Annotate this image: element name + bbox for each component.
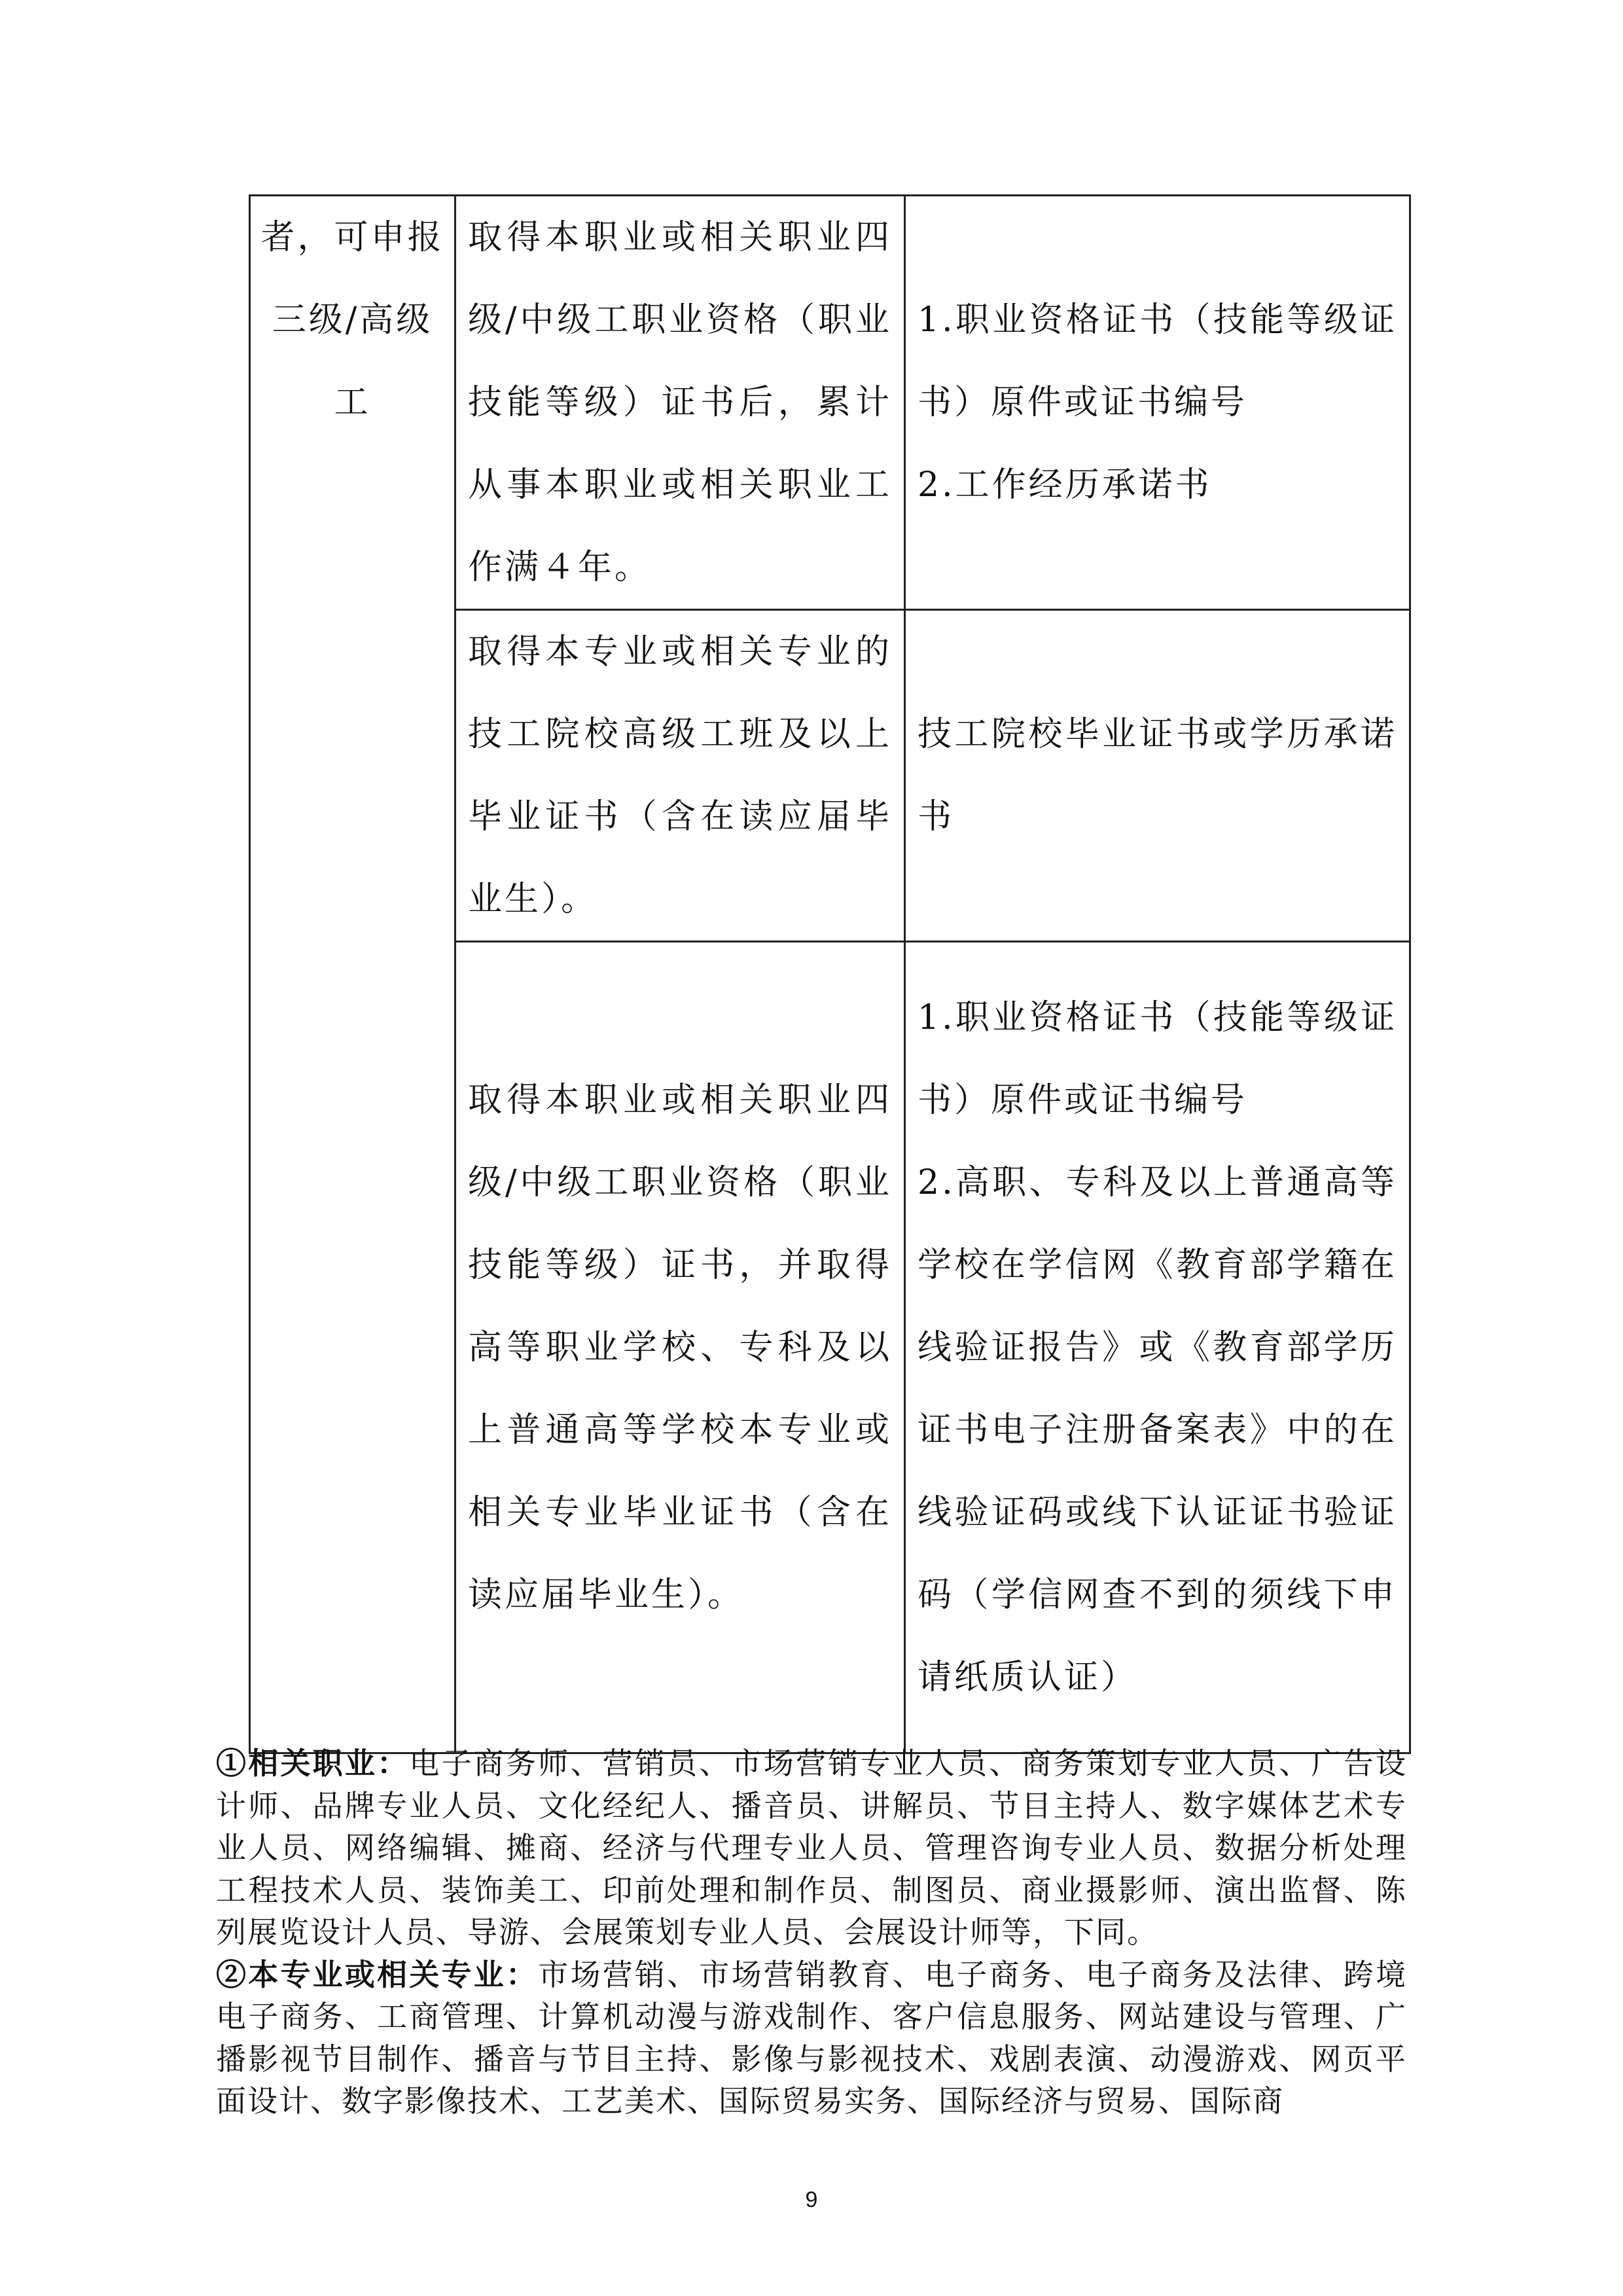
condition-cell: 取得本职业或相关职业四级/中级工职业资格（职业技能等级）证书后，累计从事本职业或相关职业工作满４年。 [455,196,905,610]
materials-cell: 1.职业资格证书（技能等级证书）原件或证书编号 2.高职、专科及以上普通高等学校在学信网《教育部学籍在线验证报告》或《教育部学历证书电子注册备案表》中的在线验证码或线下认证证书验证码（学信网查不到的须线下申请纸质认证） [905,942,1410,1753]
materials-cell: 技工院校毕业证书或学历承诺书 [905,610,1410,942]
requirements-table [249,194,1411,1754]
note-text: 电子商务师、营销员、市场营销专业人员、商务策划专业人员、广告设计师、品牌专业人员、文化经纪人、播音员、讲解员、节目主持人、数字媒体艺术专业人员、网络编辑、摊商、经济与代理专业人员、管理咨询专业人员、数据分析处理工程技术人员、装饰美工、印前处理和制作员、制图员、商业摄影师、演出监督、陈列展览设计人员、导游、会展策划专业人员、会展设计师等，下同。 [216,1746,1408,1950]
footnotes [216,1742,1407,2123]
condition-cell: 取得本专业或相关专业的技工院校高级工班及以上毕业证书（含在读应届毕业生）。 [455,610,905,942]
level-cell [250,196,455,1753]
note-text: 市场营销、市场营销教育、电子商务、电子商务及法律、跨境电子商务、工商管理、计算机动漫与游戏制作、客户信息服务、网站建设与管理、广播影视节目制作、播音与节目主持、影像与影视技术、戏剧表演、动漫游戏、网页平面设计、数字影像技术、工艺美术、国际贸易实务、国际经济与贸易、国际商 [216,1956,1408,2119]
note-related-majors [216,1954,1407,2123]
note-label: ②本专业或相关专业： [216,1956,539,1992]
materials-cell: 1.职业资格证书（技能等级证书）原件或证书编号 2.工作经历承诺书 [905,196,1410,610]
note-related-occupations [216,1742,1407,1954]
note-label: ①相关职业： [216,1746,410,1781]
table-row [250,196,1410,610]
level-text: 者，可申报 三级/高级 工 [260,218,444,422]
page-number: 9 [805,2187,818,2212]
condition-cell: 取得本职业或相关职业四级/中级工职业资格（职业技能等级）证书，并取得高等职业学校、专科及以上普通高等学校本专业或相关专业毕业证书（含在读应届毕业生）。 [455,942,905,1753]
